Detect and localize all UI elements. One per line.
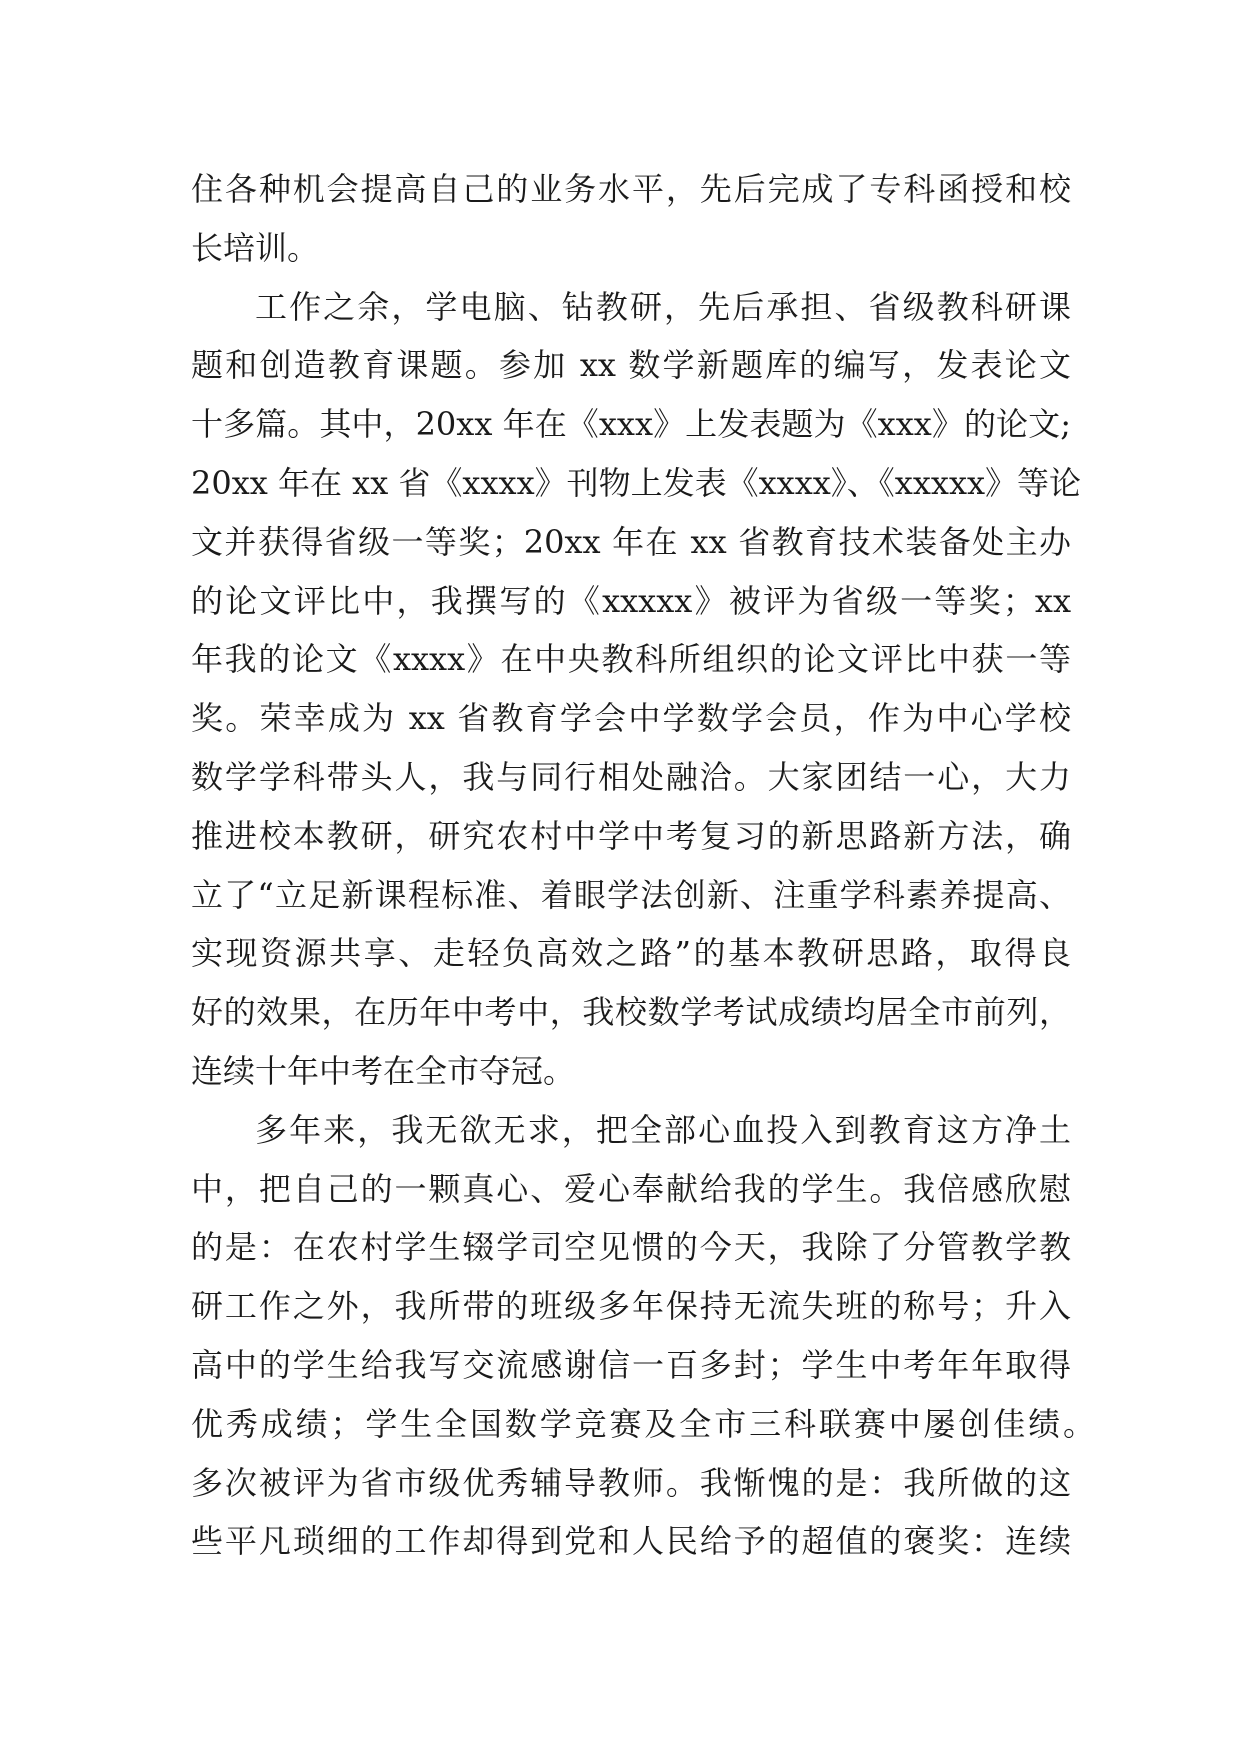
text-line: 推进校本教研，研究农村中学中考复习的新思路新方法，确 [191,816,1071,855]
paragraph-start-line: 多年来，我无欲无求，把全部心血投入到教育这方净土 [255,1110,1071,1149]
text-line: 些平凡琐细的工作却得到党和人民给予的超值的褒奖：连续 [191,1522,1071,1561]
text-line: 多次被评为省市级优秀辅导教师。我惭愧的是：我所做的这 [191,1463,1071,1502]
text-line: 数学学科带头人，我与同行相处融洽。大家团结一心，大力 [191,757,1071,796]
text-line: 的是：在农村学生辍学司空见惯的今天，我除了分管教学教 [191,1228,1071,1267]
text-line: 实现资源共享、走轻负高效之路”的基本教研思路，取得良 [191,934,1071,973]
text-line: 奖。荣幸成为 xx 省教育学会中学数学会员，作为中心学校 [191,699,1071,738]
text-line: 十多篇。其中，20xx 年在《xxx》上发表题为《xxx》的论文; [191,405,1071,444]
text-line: 20xx 年在 xx 省《xxxx》刊物上发表《xxxx》、《xxxxx》等论 [191,463,1082,502]
paragraph-start-line: 工作之余，学电脑、钻教研，先后承担、省级教科研课 [255,287,1071,326]
text-line: 年我的论文《xxxx》在中央教科所组织的论文评比中获一等 [191,640,1071,679]
text-line: 住各种机会提高自己的业务水平，先后完成了专科函授和校 [191,170,1071,208]
text-line: 研工作之外，我所带的班级多年保持无流失班的称号；升入 [191,1287,1071,1326]
text-line: 立了“立足新课程标准、着眼学法创新、注重学科素养提高、 [191,875,1071,914]
text-line: 连续十年中考在全市夺冠。 [191,1051,576,1090]
text-line: 优秀成绩；学生全国数学竞赛及全市三科联赛中屡创佳绩。 [191,1404,1095,1443]
text-line: 好的效果，在历年中考中，我校数学考试成绩均居全市前列， [191,993,1071,1032]
text-line: 高中的学生给我写交流感谢信一百多封；学生中考年年取得 [191,1345,1071,1384]
text-line: 的论文评比中，我撰写的《xxxxx》被评为省级一等奖；xx [191,581,1071,620]
text-line: 中，把自己的一颗真心、爱心奉献给我的学生。我倍感欣慰 [191,1169,1071,1208]
text-line: 长培训。 [191,228,320,267]
text-line: 题和创造教育课题。参加 xx 数学新题库的编写，发表论文 [191,346,1071,385]
text-line: 文并获得省级一等奖；20xx 年在 xx 省教育技术装备处主办 [191,522,1071,561]
body-text [191,160,1095,1571]
